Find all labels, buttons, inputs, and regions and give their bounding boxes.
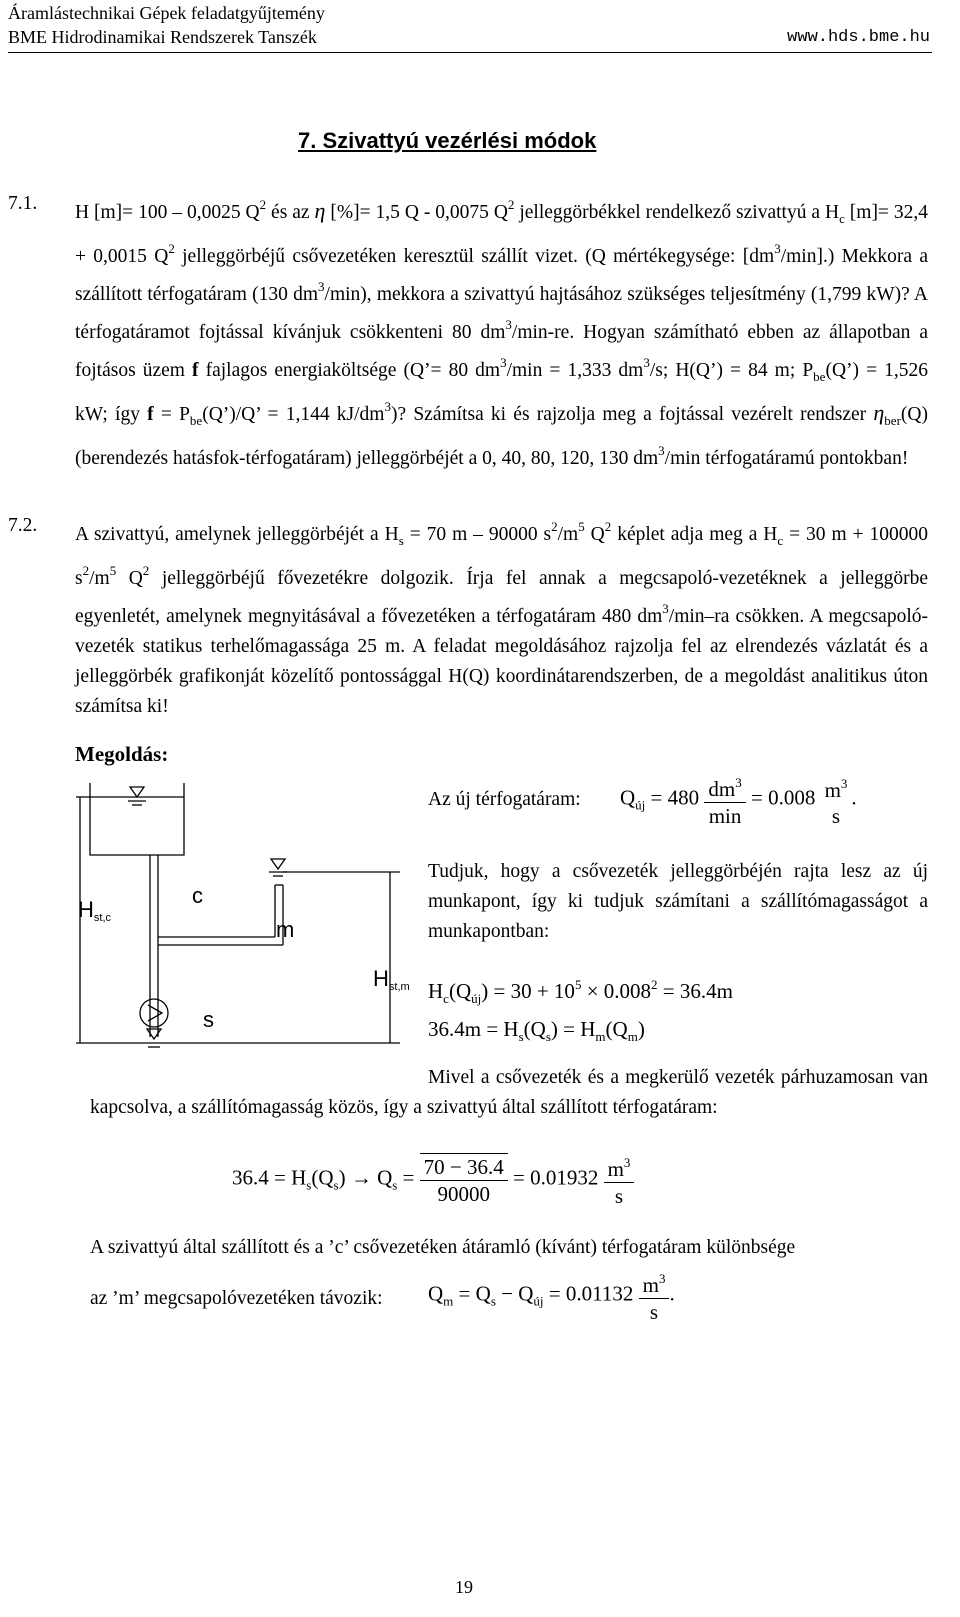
header-department: BME Hidrodinamikai Rendszerek Tanszék (8, 27, 317, 47)
paragraph-mivel: Mivel a csővezeték és a megkerülő vezeték párhuzamosan van kapcsolva, a szállítómagasság közös, így a szivattyú által szállított térfogatáram: (90, 1067, 928, 1118)
chapter-title: 7. Szivattyú vezérlési módok (298, 128, 597, 153)
equation-qm: $Q_m = Q_s - Q_{új} = 0.01132$ $\frac{m^3}{s}$ . (428, 1266, 675, 1325)
label-hstm: Hst,m (373, 966, 410, 993)
label-c: c (192, 883, 203, 908)
problem-number: 7.2. (8, 515, 38, 536)
equation-new-flow: $Q_{új} = 480$ $\frac{dm^3}{\min}$ = 0.008 $m^3$ s . (620, 770, 857, 829)
equation-hc: $H_c(Q_{új}) = 30 + 10^5 \times 0.008^2 = 36.4m$ (428, 977, 733, 1006)
page-number: 19 (455, 1577, 473, 1597)
solution-heading: Megoldás: (75, 742, 169, 766)
header-rule (8, 52, 932, 53)
header-url: www.hds.bme.hu (787, 28, 930, 47)
label-m: m (276, 917, 295, 942)
header-title: Áramlástechnikai Gépek feladatgyűjtemény (8, 3, 325, 23)
problem-number: 7.1. (8, 193, 38, 214)
label-s: s (203, 1007, 214, 1032)
problem-text: H [m]= 100 – 0,0025 $Q^2$ és az η [%]= 1,5 Q - 0,0075 $Q^2$ jelleggörbékkel rendelkező szivattyú a $H_c$ [m]= 32,4 + 0,0015 $Q^2$ jelleggörbéjű csővezetéken keresztül szállít vizet. (Q mértékegysége: $[dm^3/\min]$.) Mekkora a szállított térfogatáram (130 $dm^3/\min$), mekkora a szivattyú hajtásához szükséges teljesítmény (1,799 kW)? A térfogatáramot fojtással kívánjuk csökkenteni 80 $dm^3/\min-re$. Hogyan számítható ebben az állapotban a fojtásos üzem f fajlagos energiaköltsége (Q’= 80 $dm^3/\min = 1,333$ $dm^3/s$; H(Q’) = 84 m; $P_{be}(Q’) = 1,526$ kW; így $f = P_{be}(Q’)/Q$’ = 1,144 $kJ/dm^3$)? Számítsa ki és rajzolja meg a fojtással vezérelt rendszer $\eta_{ber}(Q)$ (berendezés hatásfok-térfogatáram) jelleggörbéjét a 0, 40, 80, 120, 130 $dm^3/\min$ térfogatáramú pontokban! (75, 197, 929, 469)
label-hstc: Hst,c (78, 897, 112, 924)
problem-text: A szivattyú, amelynek jelleggörbéjét a $H_s = 70$ m – 90000 $s^2/m^5$ $Q^2$ képlet adja meg a $H_c = 30$ m + 100000 $s^2/m^5$ $Q^2$ jelleggörbéjű fővezetékre dolgozik. Írja fel annak a megcsapoló-vezetéknek a jelleggörbe egyenletét, amelynek megnyitásával a fővezetéken a térfogatáram 480 $dm^3/\min-ra$ csökken. A megcsapoló-vezeték statikus terhelőmagassága 25 m. A feladat megoldásához rajzolja fel az elrendezés vázlatát és a jelleggörbék grafikonját közelítő pontossággal H(Q) koordinátarendszerben, de a megoldást analitikus úton számítsa ki! (75, 519, 928, 717)
equation-hs-hm: $36.4m = H_s(Q_s) = H_m(Q_m)$ (428, 1017, 645, 1044)
system-sketch (70, 775, 430, 1065)
paragraph-difference: A szivattyú által szállított és a ’c’ csővezetéken átáramló (kívánt) térfogatáram különbsége (90, 1237, 796, 1258)
paragraph-tudjuk: Tudjuk, hogy a csővezeték jelleggörbéjén rajta lesz az új munkapont, így ki tudjuk számítani a szállítómagasságot a munkapontban: (428, 861, 928, 942)
new-flow-label: Az új térfogatáram: (428, 789, 581, 810)
paragraph-difference-2: az ’m’ megcsapolóvezetéken távozik: (90, 1288, 383, 1309)
equation-qs: $36.4 = H_s(Q_s) \to Q_s$ = $\frac{70 - 36.4}{90000}$ = 0.01932 $\frac{m^3}{s}$ (232, 1150, 634, 1209)
